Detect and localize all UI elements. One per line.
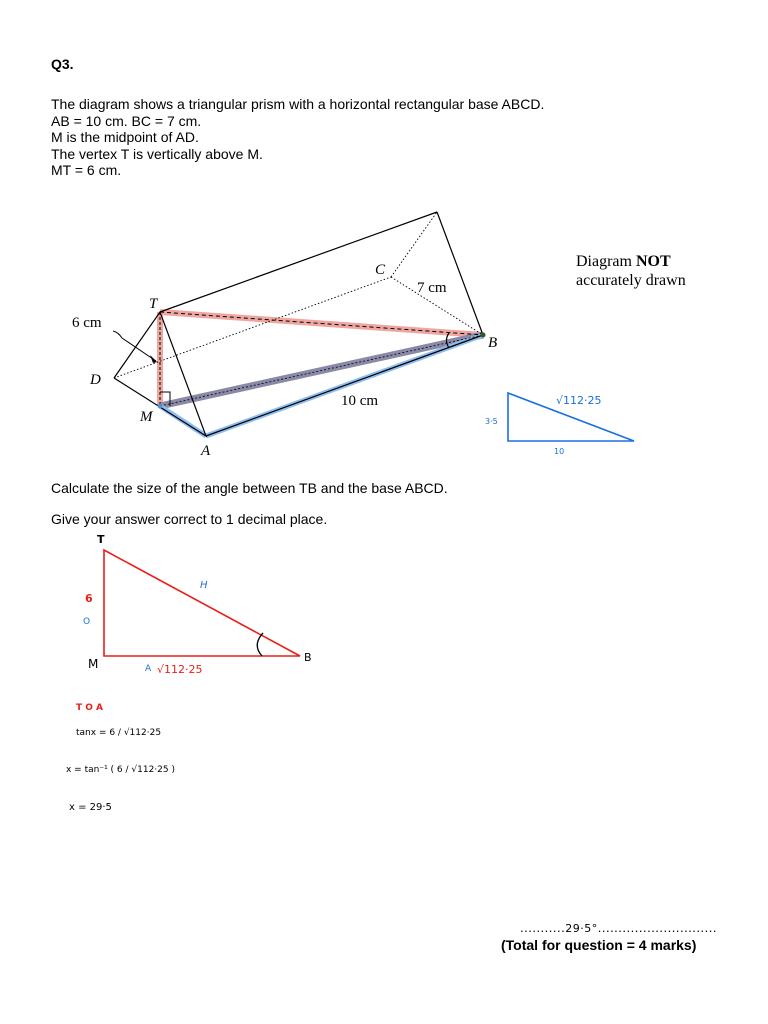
large-o-mark: O — [83, 617, 91, 627]
answer-value: 29·5° — [565, 922, 598, 935]
vertex-label-m: M — [140, 409, 153, 425]
statement-line-4: The vertex T is vertically above M. — [51, 145, 263, 162]
not-accurate-note-line1: Diagram NOT — [576, 253, 671, 270]
vertex-label-a: A — [201, 443, 211, 459]
edge-label-mt: 6 cm — [72, 315, 102, 331]
prism-diagram — [72, 212, 686, 459]
question-number: Q3. — [51, 56, 74, 72]
not-accurate-note-line2: accurately drawn — [576, 272, 686, 289]
large-adj-mark: A — [145, 664, 152, 674]
large-label-t: T — [97, 533, 105, 546]
toa-mnemonic: T O A — [76, 703, 104, 713]
edge-label-bc: 7 cm — [417, 280, 447, 296]
large-triangle-sketch — [83, 533, 312, 676]
working-line-1: tanx = 6 / √112·25 — [76, 728, 162, 738]
large-hyp-mark: H — [200, 580, 208, 591]
angle-arc-large — [257, 633, 263, 656]
working-line-2: x = tan⁻¹ ( 6 / √112·25 ) — [66, 765, 176, 775]
mt-arrow — [150, 355, 157, 363]
precision-instruction: Give your answer correct to 1 decimal place. — [51, 511, 328, 527]
large-side-mark: 6 — [85, 592, 93, 605]
edge-right — [437, 212, 483, 335]
mt-leader — [113, 331, 156, 361]
large-label-m: M — [88, 657, 99, 671]
edge-c-top — [391, 212, 437, 277]
vertex-label-c: C — [375, 262, 386, 278]
edge-top — [160, 212, 437, 312]
vertex-dot-b — [481, 333, 486, 338]
large-label-b: B — [304, 651, 312, 664]
total-marks: (Total for question = 4 marks) — [501, 937, 697, 953]
handwritten-working — [66, 703, 175, 813]
statement-line-3: M is the midpoint of AD. — [51, 129, 199, 145]
calculate-instruction: Calculate the size of the angle between TB and the base ABCD. — [51, 480, 448, 496]
vertex-label-d: D — [90, 372, 101, 388]
large-triangle — [104, 550, 300, 656]
statement-line-5: MT = 6 cm. — [51, 162, 122, 178]
answer-dots-after: ............................. — [597, 920, 717, 935]
answer-dots-before: ........... — [520, 920, 566, 935]
small-triangle-sketch — [485, 393, 634, 456]
statement-line-1: The diagram shows a triangular prism with a horizontal rectangular base ABCD. — [51, 96, 545, 112]
vertex-dot-m — [158, 404, 163, 409]
vertex-label-t: T — [149, 296, 158, 312]
small-vert-label: 3·5 — [485, 417, 498, 426]
working-line-3: x = 29·5 — [69, 802, 112, 813]
small-base-label: 10 — [554, 447, 565, 456]
large-adj-label: √112·25 — [157, 663, 203, 676]
answer-line — [520, 920, 717, 935]
edge-label-ab: 10 cm — [341, 393, 379, 409]
statement-line-2: AB = 10 cm. BC = 7 cm. — [51, 112, 202, 129]
vertex-label-b: B — [488, 335, 498, 351]
small-hyp-label: √112·25 — [556, 394, 602, 407]
